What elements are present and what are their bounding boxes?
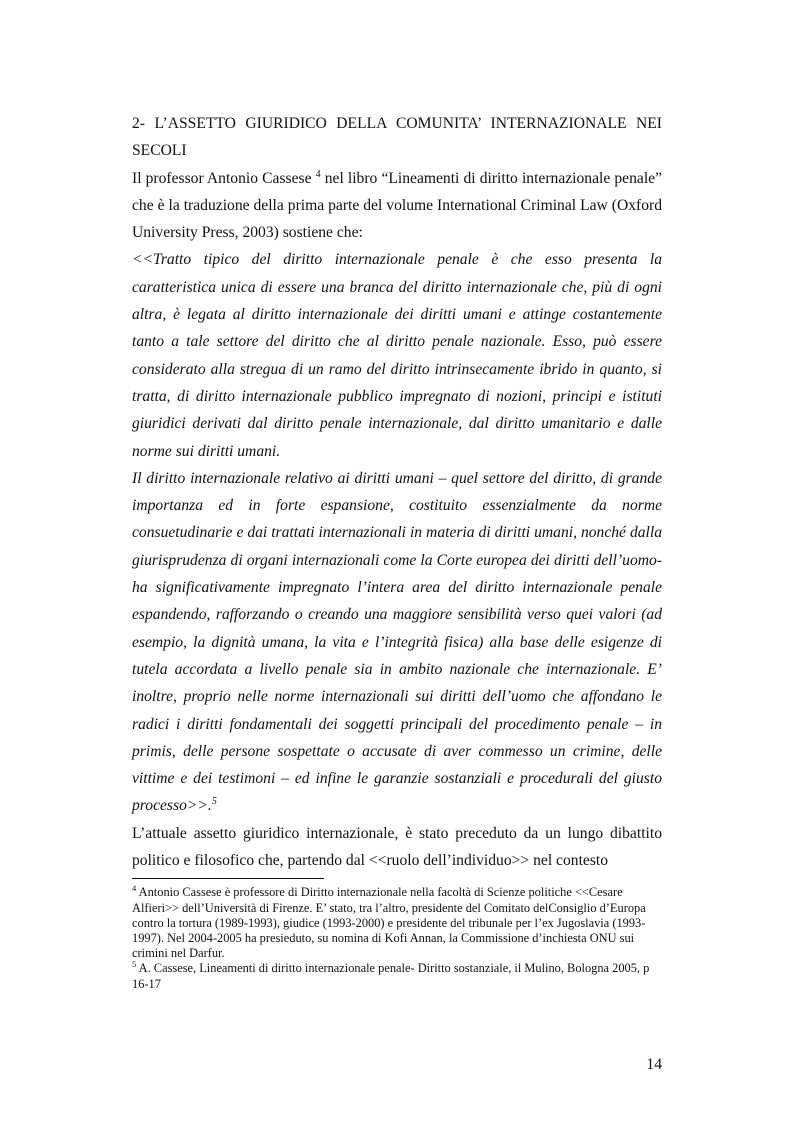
quote-paragraph-1 (132, 246, 662, 464)
page-body (132, 110, 662, 992)
footnote-separator (132, 878, 324, 879)
footnote-4 (132, 885, 662, 961)
closing-paragraph (132, 820, 662, 875)
footnote-5-text: A. Cassese, Lineamenti di diritto internazionale penale- Diritto sostanziale, il Mulino, Bologna 2005, p 16-17 (132, 961, 650, 991)
page-number: 14 (646, 1056, 662, 1073)
quote-paragraph-2 (132, 465, 662, 820)
footnote-5 (132, 961, 662, 991)
footnote-ref-4[interactable]: 4 (315, 168, 321, 180)
quote-paragraph-1-text: <<Tratto tipico del diritto internazionale penale è che esso presenta la caratteristica unica di essere una branca del diritto internazionale che, più di ogni altra, è legata al diritto internazionale dei diritti umani e attinge costantemente tanto a tale settore del diritto che al diritto penale nazionale. Esso, può essere considerato alla stregua di un ramo del diritto intrinsecamente ibrido in quanto, si tratta, di diritto internazionale pubblico impregnato di nozioni, principi e istituti giuridici derivati dal diritto penale internazionale, dal diritto umanitario e dalle norme sui diritti umani. (132, 251, 662, 460)
quote-paragraph-2-text: Il diritto internazionale relativo ai diritti umani – quel settore del diritto, di grande importanza ed in forte espansione, costituito essenzialmente da norme consuetudinarie e dai trattati internazionali in materia di diritti umani, nonché dalla giurisprudenza di organi internazionali come la Corte europea dei diritti dell’uomo- ha significativamente impregnato l’intera area del diritto internazionale penale espandendo, rafforzando o creando una maggiore sensibilità verso quei valori (ad esempio, la dignità umana, la vita e l’integrità fisica) alla base delle esigenze di tutela accordata a livello penale sia in ambito nazionale che internazionale. E’ inoltre, proprio nelle norme internazionali sui diritti dell’uomo che affondano le radici i diritti fondamentali dei soggetti principali del procedimento penale – in primis, delle persone sospettate o accusate di aver commesso un crimine, delle vittime e dei testimoni – ed infine le garanzie sostanziali e procedurali del giusto processo>>. (132, 469, 662, 815)
section-heading (132, 110, 662, 165)
footnote-ref-5[interactable]: 5 (211, 796, 217, 808)
footnote-4-text: Antonio Cassese è professore di Diritto internazionale nella facoltà di Scienze politiche <<Cesare Alfieri>> dell’Università di Firenze. E’ stato, tra l’altro, presidente del Comitato delConsiglio d’Europa contro la tortura (1989-1993), giudice (1993-2000) e presidente del tribunale per l’ex Jugoslavia (1993-1997). Nel 2004-2005 ha presieduto, su nomina di Kofi Annan, la Commissione d’inchiesta ONU sui crimini nel Darfur. (132, 885, 646, 961)
intro-text-end: nel libro “Lineamenti di diritto internazionale penale” che è la traduzione della prima parte del volume International Criminal Law (Oxford University Press, 2003) sostiene che: (132, 169, 662, 242)
intro-text-start: Il professor Antonio Cassese (132, 169, 312, 187)
footnote-4-number: 4 (132, 883, 137, 894)
intro-paragraph (132, 165, 662, 247)
footnote-5-number: 5 (132, 959, 137, 970)
section-heading-text: 2- L’ASSETTO GIURIDICO DELLA COMUNITA’ INTERNAZIONALE NEI SECOLI (132, 115, 662, 160)
closing-paragraph-text: L’attuale assetto giuridico internazionale, è stato preceduto da un lungo dibattito politico e filosofico che, partendo dal <<ruolo dell’individuo>> nel contesto (132, 824, 662, 870)
